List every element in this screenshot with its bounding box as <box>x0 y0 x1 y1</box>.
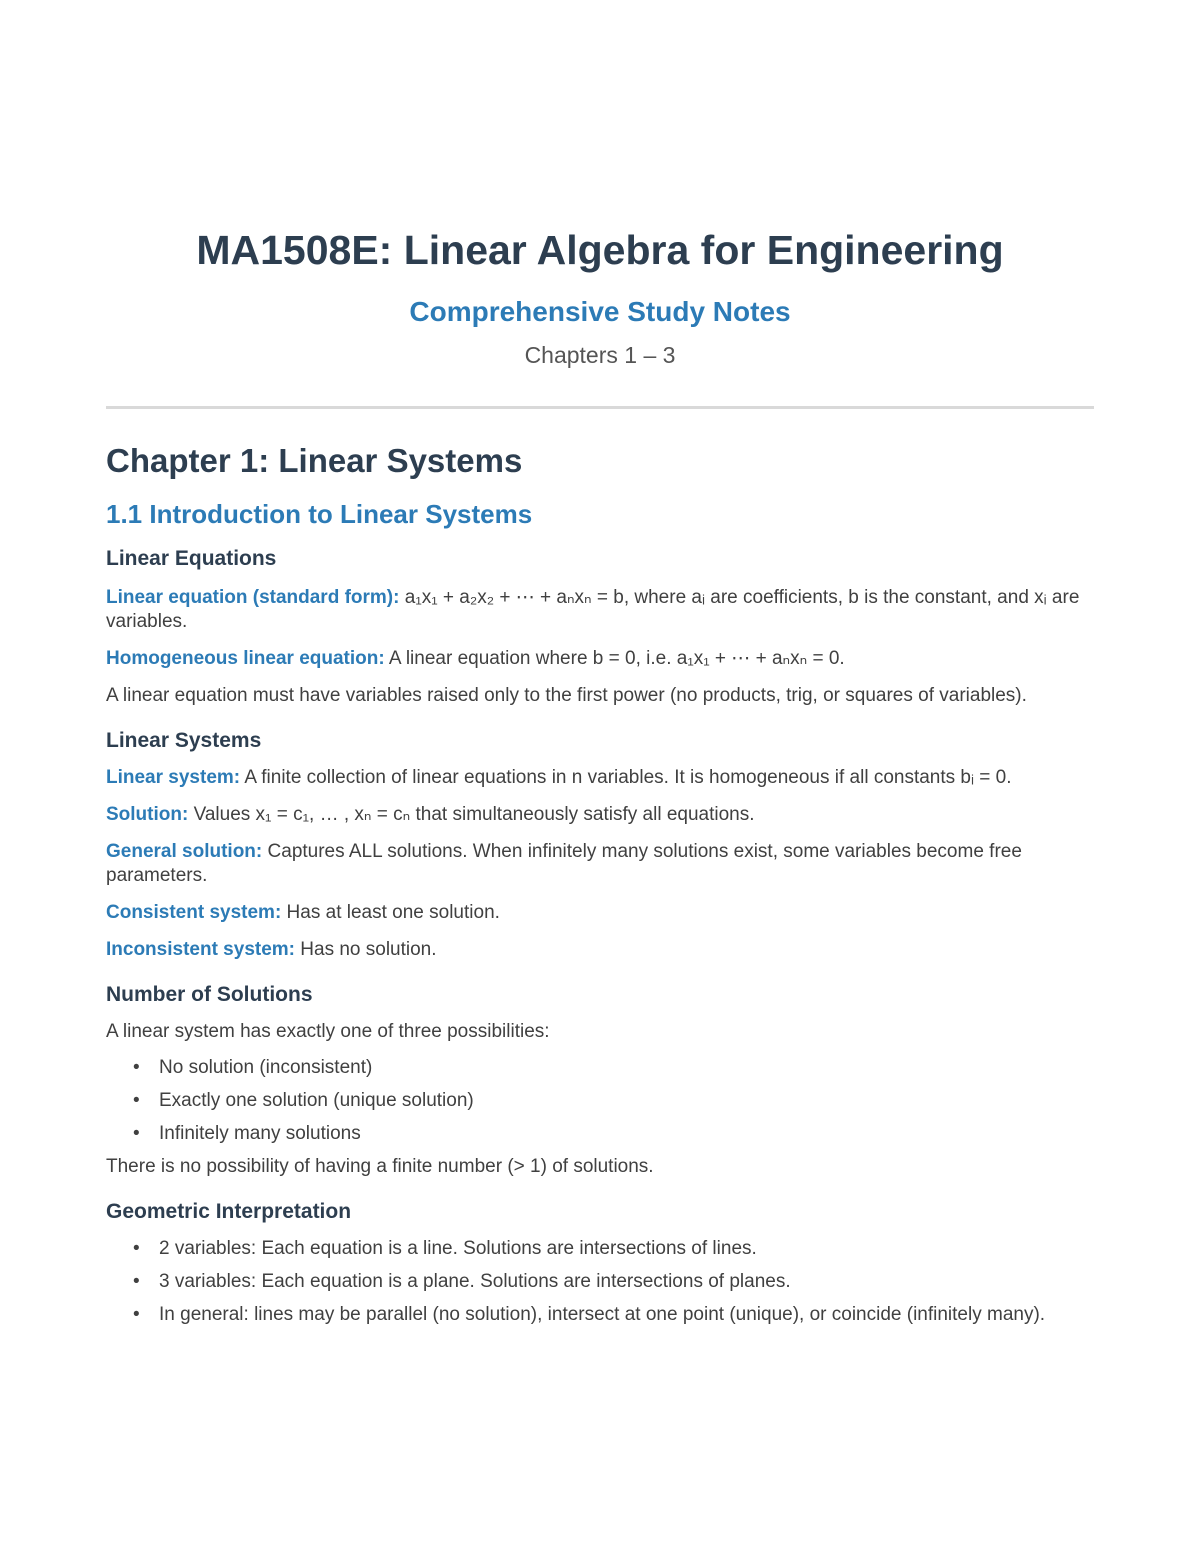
bullet-icon: • <box>133 1238 140 1259</box>
list-item <box>106 1122 1094 1146</box>
definition-inconsistent-system <box>106 938 1094 962</box>
definition-term: Solution: <box>106 804 189 825</box>
definition-homogeneous-equation <box>106 647 1094 671</box>
list-item-text: No solution (inconsistent) <box>159 1057 373 1078</box>
definition-text: A finite collection of linear equations in n variables. It is homogeneous if all constants bᵢ = 0. <box>240 767 1012 788</box>
definition-text: Values x₁ = c₁, … , xₙ = cₙ that simultaneously satisfy all equations. <box>188 804 755 825</box>
section-heading: 1.1 Introduction to Linear Systems <box>106 499 533 529</box>
content <box>106 438 1094 1327</box>
definition-consistent-system <box>106 901 1094 925</box>
definition-linear-equation <box>106 586 1094 634</box>
bullet-icon: • <box>133 1271 140 1292</box>
definition-text: a₁x₁ + a₂x₂ + ⋯ + aₙxₙ = b, where aᵢ are coefficients, b is the constant, and xᵢ are variables. <box>106 587 1080 632</box>
number-of-solutions-intro: A linear system has exactly one of three possibilities: <box>106 1021 550 1042</box>
definition-term: Linear equation (standard form): <box>106 587 400 608</box>
document-title: MA1508E: Linear Algebra for Engineering <box>196 227 1004 273</box>
definition-linear-system <box>106 766 1094 790</box>
bullet-icon: • <box>133 1057 140 1078</box>
horizontal-divider <box>106 406 1094 409</box>
list-item <box>106 1303 1094 1327</box>
solutions-list <box>106 1056 1094 1146</box>
bullet-icon: • <box>133 1123 140 1144</box>
subheading-linear-systems: Linear Systems <box>106 729 262 752</box>
chapters-range: Chapters 1 – 3 <box>524 342 676 368</box>
definition-term: Linear system: <box>106 767 241 788</box>
definition-general-solution <box>106 840 1094 888</box>
list-item <box>106 1237 1094 1261</box>
definition-text: Has no solution. <box>295 939 437 960</box>
subheading-geometric-interpretation: Geometric Interpretation <box>106 1200 352 1223</box>
chapter-heading: Chapter 1: Linear Systems <box>106 442 523 479</box>
definition-solution <box>106 803 1094 827</box>
definition-term: Consistent system: <box>106 902 282 923</box>
list-item-text: 3 variables: Each equation is a plane. Solutions are intersections of planes. <box>159 1271 791 1292</box>
list-item <box>106 1089 1094 1113</box>
definition-term: Homogeneous linear equation: <box>106 648 385 669</box>
list-item-text: Exactly one solution (unique solution) <box>159 1090 474 1111</box>
bullet-icon: • <box>133 1090 140 1111</box>
definition-text: Captures ALL solutions. When infinitely many solutions exist, some variables become free parameters. <box>106 841 1022 886</box>
definition-text: A linear equation where b = 0, i.e. a₁x₁ + ⋯ + aₙxₙ = 0. <box>384 648 845 669</box>
subheading-linear-equations: Linear Equations <box>106 547 277 570</box>
list-item-text: 2 variables: Each equation is a line. Solutions are intersections of lines. <box>159 1238 757 1259</box>
list-item-text: In general: lines may be parallel (no solution), intersect at one point (unique), or coincide (infinitely many). <box>159 1304 1046 1325</box>
number-of-solutions-outro: There is no possibility of having a finite number (> 1) of solutions. <box>106 1156 654 1177</box>
definition-term: General solution: <box>106 841 263 862</box>
geometric-list <box>106 1237 1094 1327</box>
list-item-text: Infinitely many solutions <box>159 1123 361 1144</box>
definition-term: Inconsistent system: <box>106 939 295 960</box>
document-subtitle: Comprehensive Study Notes <box>409 296 791 327</box>
subheading-number-of-solutions: Number of Solutions <box>106 983 313 1006</box>
list-item <box>106 1056 1094 1080</box>
bullet-icon: • <box>133 1304 140 1325</box>
definition-text: Has at least one solution. <box>281 902 500 923</box>
linear-equation-note: A linear equation must have variables raised only to the first power (no products, trig, or squares of variables). <box>106 685 1027 706</box>
list-item <box>106 1270 1094 1294</box>
